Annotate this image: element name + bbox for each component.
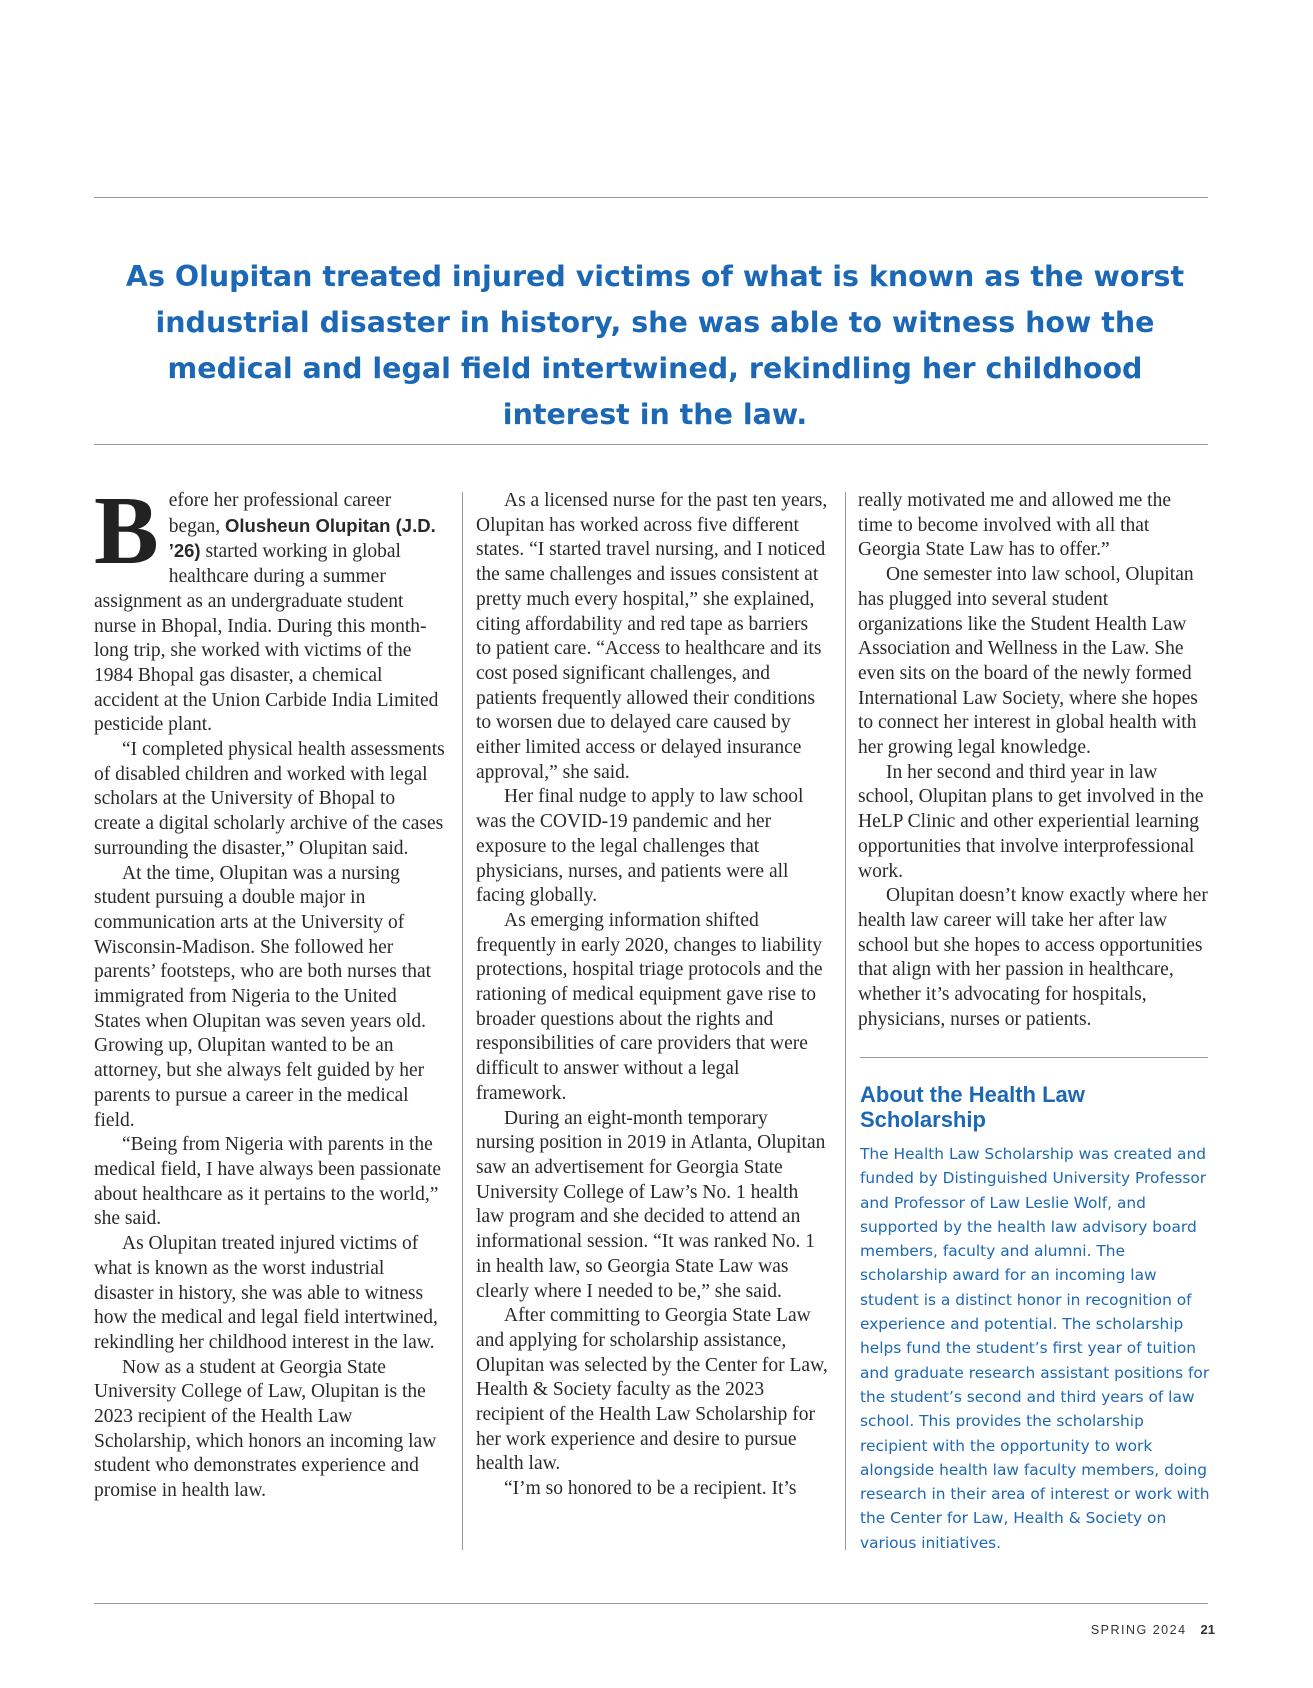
bottom-divider xyxy=(94,1603,1208,1604)
sidebar-divider xyxy=(860,1057,1208,1058)
body-paragraph: As a licensed nurse for the past ten years, Olupitan has worked across five different states. “I started travel nursing, and I noticed the same challenges and issues consistent at pretty much every hospital,” she explained, citing affordability and red tape as barriers to patient care. “Access to healthcare and its cost posed significant challenges, and patients frequently allowed their conditions to worsen due to delayed care caused by either limited access or delayed insurance approval,” she said. xyxy=(476,490,828,783)
intro-rest: started working in global healthcare during a summer assignment as an undergraduate student nurse in Bhopal, India. During this month-long trip, she worked with victims of the 1984 Bhopal gas disaster, a chemical accident at the Union Carbide India Limited pesticide plant. xyxy=(94,541,439,736)
column-separator-2 xyxy=(845,492,846,1550)
continued-paragraph: really motivated me and allowed me the time to become involved with all that Georgia State Law has to offer.” xyxy=(858,490,1171,561)
body-paragraph: “I completed physical health assessments of disabled children and worked with legal scholars at the University of Bhopal to create a digital scholarly archive of the cases surrounding the disaster,” Olupitan said. xyxy=(94,739,445,859)
issue-label: SPRING 2024 xyxy=(1090,1623,1187,1637)
page-footer xyxy=(1091,1622,1215,1637)
body-paragraph: At the time, Olupitan was a nursing student pursuing a double major in communication arts at the University of Wisconsin-Madison. She followed her parents’ footsteps, who are both nurses that immigrated from Nigeria to the United States when Olupitan was seven years old. Growing up, Olupitan wanted to be an attorney, but she always felt guided by her parents to pursue a career in the medical field. xyxy=(94,862,432,1131)
article-column-1 xyxy=(94,477,446,1504)
sidebar-body: The Health Law Scholarship was created and funded by Distinguished University Professor and Professor of Law Leslie Wolf, and supported by the health law advisory board members, faculty and alumni. The scholarship award for an incoming law student is a distinct honor in recognition of experience and potential. The scholarship helps fund the student’s first year of tuition and graduate research assistant positions for the student’s second and third years of law school. This provides the scholarship recipient with the opportunity to work alongside health law faculty members, doing research in their area of interest or work with the Center for Law, Health & Society on various initiatives. xyxy=(860,1145,1210,1552)
body-paragraph: Her final nudge to apply to law school was the COVID-19 pandemic and her exposure to the legal challenges that physicians, nurses, and patients were all facing globally. xyxy=(476,786,804,907)
student-name: Olusheun Olupitan (J.D. ’26) xyxy=(168,514,436,562)
top-divider xyxy=(94,197,1208,198)
intro-lead: efore her professional career began, xyxy=(168,490,392,537)
body-paragraph: After committing to Georgia State Law and applying for scholarship assistance, Olupitan was selected by the Center for Law, Health & Society faculty as the 2023 recipient of the Health Law Scholarship for her work experience and desire to pursue health law. xyxy=(476,1305,828,1475)
body-paragraph: In her second and third year in law school, Olupitan plans to get involved in the HeLP Clinic and other experiential learning opportunities that involve interprofessional work. xyxy=(858,761,1204,882)
body-paragraph: One semester into law school, Olupitan has plugged into several student organizations like the Student Health Law Association and Wellness in the Law. She even sits on the board of the newly formed International Law Society, where she hopes to connect her interest in global health with her growing legal knowledge. xyxy=(858,564,1198,759)
article-column-3 xyxy=(858,489,1210,1032)
sidebar-title: About the Health Law Scholarship xyxy=(860,1082,1085,1132)
drop-cap: B xyxy=(94,477,159,584)
pull-quote: As Olupitan treated injured victims of what is known as the worst industrial disaster in history, she was able to witness how the medical and legal field intertwined, rekindling her childhood interest in the law. xyxy=(125,260,1185,431)
body-paragraph: As emerging information shifted frequently in early 2020, changes to liability protections, hospital triage protocols and the rationing of medical equipment gave rise to broader questions about the rights and responsibilities of care providers that were difficult to answer without a legal framework. xyxy=(476,909,823,1104)
body-paragraph: During an eight-month temporary nursing position in 2019 in Atlanta, Olupitan saw an advertisement for Georgia State University College of Law’s No. 1 health law program and she decided to attend an informational session. “It was ranked No. 1 in health law, so Georgia State Law was clearly where I needed to be,” she said. xyxy=(476,1107,826,1302)
body-paragraph: Now as a student at Georgia State University College of Law, Olupitan is the 2023 recipient of the Health Law Scholarship, which honors an incoming law student who demonstrates experience and promise in health law. xyxy=(94,1356,437,1502)
body-paragraph: As Olupitan treated injured victims of what is known as the worst industrial disaster in history, she was able to witness how the medical and legal field intertwined, rekindling her childhood interest in the law. xyxy=(94,1233,438,1353)
article-column-2 xyxy=(476,489,828,1502)
body-paragraph: “Being from Nigeria with parents in the medical field, I have always been passionate about healthcare as it pertains to the world,” she said. xyxy=(94,1134,442,1230)
column-separator-1 xyxy=(462,492,463,1550)
body-paragraph: Olupitan doesn’t know exactly where her health law career will take her after law school but she hopes to access opportunities that align with her passion in healthcare, whether it’s advocating for hospitals, physicians, nurses or patients. xyxy=(858,885,1208,1030)
pull-quote-divider xyxy=(94,444,1208,445)
intro-paragraph xyxy=(94,477,446,738)
page-number: 21 xyxy=(1200,1622,1215,1637)
body-paragraph: “I’m so honored to be a recipient. It’s xyxy=(504,1478,797,1500)
